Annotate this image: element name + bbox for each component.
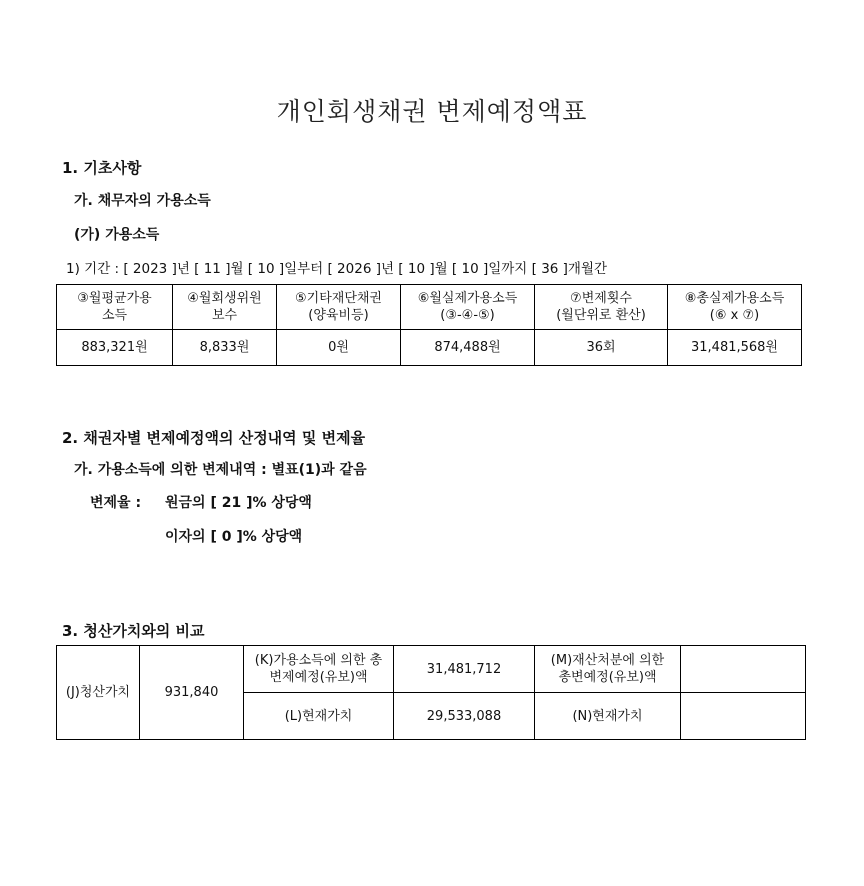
section1-sub-ga: (가) 가용소득 [74, 227, 160, 243]
k-value: 31,481,712 [394, 646, 535, 693]
header-cell: ⑧총실제가용소득 (⑥ x ⑦) [668, 285, 802, 330]
value-cell: 36회 [535, 330, 668, 366]
header-cell: ④월회생위원 보수 [173, 285, 277, 330]
income-table-header-row [57, 285, 802, 330]
header-cell: ③월평균가용 소득 [57, 285, 173, 330]
l-label: (L)현재가치 [244, 693, 394, 740]
principal-rate: 원금의 [ 21 ]% 상당액 [165, 495, 312, 511]
section2-heading: 2. 채권자별 변제예정액의 산정내역 및 변제율 [62, 429, 366, 447]
page-title: 개인회생채권 변제예정액표 [276, 97, 588, 126]
section1-sub-a: 가. 채무자의 가용소득 [74, 193, 211, 209]
k-label-cell: (K)가용소득에 의한 총 변제예정(유보)액 [244, 646, 394, 693]
income-table-value-row [57, 330, 802, 366]
liquidation-value-label: (J)청산가치 [57, 646, 140, 740]
period-line: 1) 기간 : [ 2023 ]년 [ 11 ]월 [ 10 ]일부터 [ 2026 ]년 [ 10 ]월 [ 10 ]일까지 [ 36 ]개월간 [66, 261, 608, 277]
value-cell: 874,488원 [401, 330, 535, 366]
rate-label: 변제율 : [90, 495, 142, 511]
m-label-cell: (M)재산처분에 의한 총변예정(유보)액 [535, 646, 681, 693]
header-cell: ⑥월실제가용소득 (③-④-⑤) [401, 285, 535, 330]
header-cell: ⑤기타재단채권 (양육비등) [277, 285, 401, 330]
value-cell: 31,481,568원 [668, 330, 802, 366]
liquidation-value: 931,840 [140, 646, 244, 740]
header-cell: ⑦변제횟수 (월단위로 환산) [535, 285, 668, 330]
n-label: (N)현재가치 [535, 693, 681, 740]
l-value: 29,533,088 [394, 693, 535, 740]
section2-sub-a: 가. 가용소득에 의한 변제내역 : 별표(1)과 같음 [74, 462, 367, 478]
m-value [681, 646, 806, 693]
liquidation-table [56, 645, 806, 740]
value-cell: 883,321원 [57, 330, 173, 366]
value-cell: 0원 [277, 330, 401, 366]
value-cell: 8,833원 [173, 330, 277, 366]
liquidation-row-1 [57, 646, 806, 693]
section1-heading: 1. 기초사항 [62, 159, 142, 177]
interest-rate: 이자의 [ 0 ]% 상당액 [165, 529, 303, 545]
n-value [681, 693, 806, 740]
section3-heading: 3. 청산가치와의 비교 [62, 622, 205, 640]
income-table [56, 284, 802, 366]
